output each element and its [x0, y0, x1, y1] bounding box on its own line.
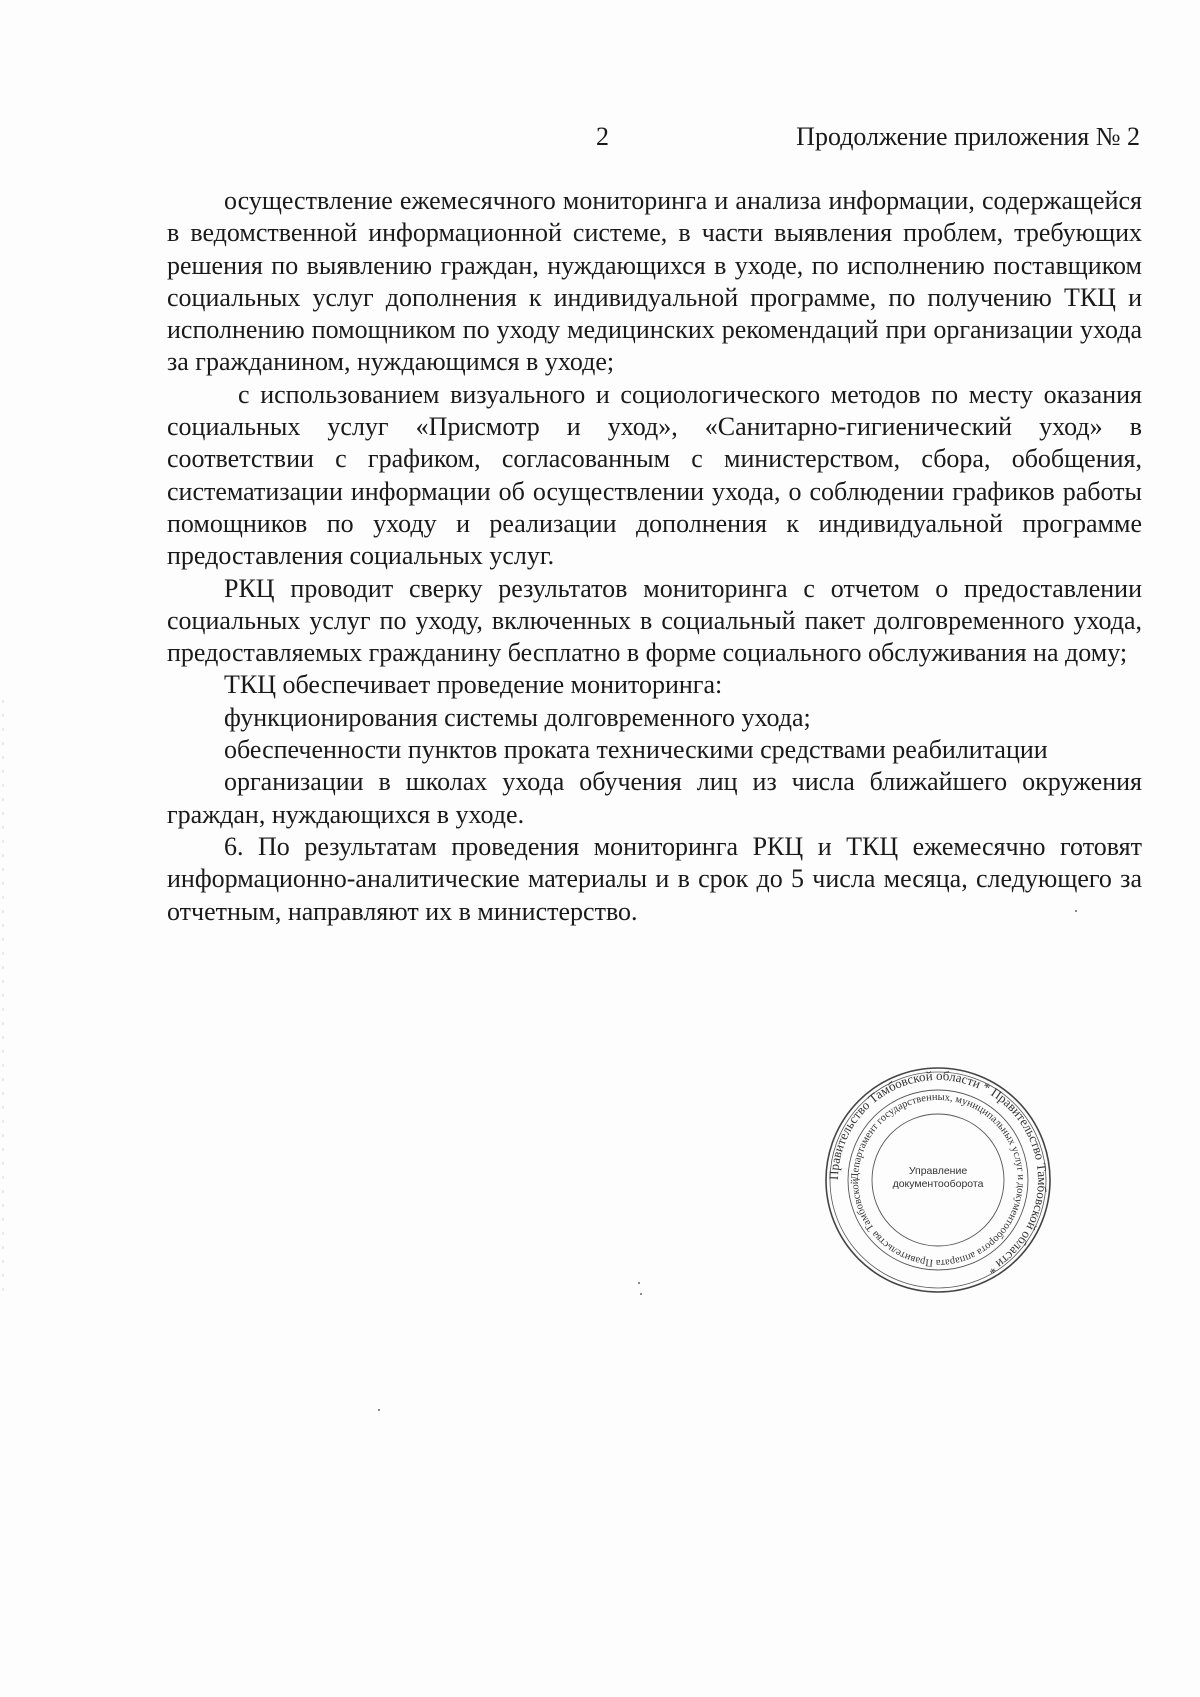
official-seal-stamp — [823, 1065, 1053, 1295]
scan-speck — [640, 1293, 642, 1295]
scan-speck — [638, 1282, 640, 1284]
paragraph-system-functioning: функционирования системы долговременного ухода; — [224, 702, 811, 732]
document-body — [167, 185, 1142, 928]
paragraph-tkc-monitoring: ТКЦ обеспечивает проведение мониторинга: — [224, 670, 723, 700]
paragraph-monitoring-analysis: осуществление ежемесячного мониторинга и анализа информации, содержащейся в ведомственной информационной системе, в части выявления проблем, требующих решения по выявлению граждан, нуждающихся в уходе, по исполнению поставщиком социальных услуг дополнения к индивидуальной программе, по получению ТКЦ и исполнению помощником по уходу медицинских рекомендаций при организации ухода за гражданином, нуждающимся в уходе; — [167, 186, 1142, 377]
paragraph-rental-points: обеспеченности пунктов проката техническими средствами реабилитации — [224, 735, 1048, 765]
page-header — [0, 122, 1200, 162]
seal-inner-text: Департамент государственных, муниципальных услуг и документооборота аппарата Правительства Тамбовской — [849, 1091, 1027, 1269]
paragraph-reporting: 6. По результатам проведения мониторинга РКЦ и ТКЦ ежемесячно готовят информационно-аналитические материалы и в срок до 5 числа месяца, следующего за отчетным, направляют их в министерство. — [167, 831, 1142, 926]
seal-center-text — [883, 1165, 993, 1191]
paragraph-care-schools: организации в школах ухода обучения лиц из числа ближайшего окружения граждан, нуждающихся в уходе. — [167, 767, 1142, 829]
page-number: 2 — [596, 122, 609, 151]
appendix-label: Продолжение приложения № 2 — [796, 122, 1140, 151]
seal-outer-text: Правительство Тамбовской области * Правительство Тамбовской области * — [825, 1067, 1051, 1278]
paragraph-visual-method: с использованием визуального и социологического методов по месту оказания социальных услуг «Присмотр и уход», «Санитарно-гигиенический уход» в соответствии с графиком, согласованным с министерством, сбора, обобщения, систематизации информации об осуществлении ухода, о соблюдении графиков работы помощников по уходу и реализации дополнения к индивидуальной программе предоставления социальных услуг. — [167, 379, 1142, 571]
seal-center-line1: Управление — [908, 1165, 968, 1177]
scan-speck — [1075, 910, 1077, 912]
scan-edge-noise — [2, 700, 4, 1300]
scan-speck — [378, 1409, 380, 1411]
paragraph-rkc-reconciliation: РКЦ проводит сверку результатов мониторинга с отчетом о предоставлении социальных услуг по уходу, включенных в социальный пакет долговременного ухода, предоставляемых гражданину бесплатно в форме социального обслуживания на дому; — [167, 573, 1142, 668]
seal-center-line2: документооборота — [892, 1178, 984, 1190]
